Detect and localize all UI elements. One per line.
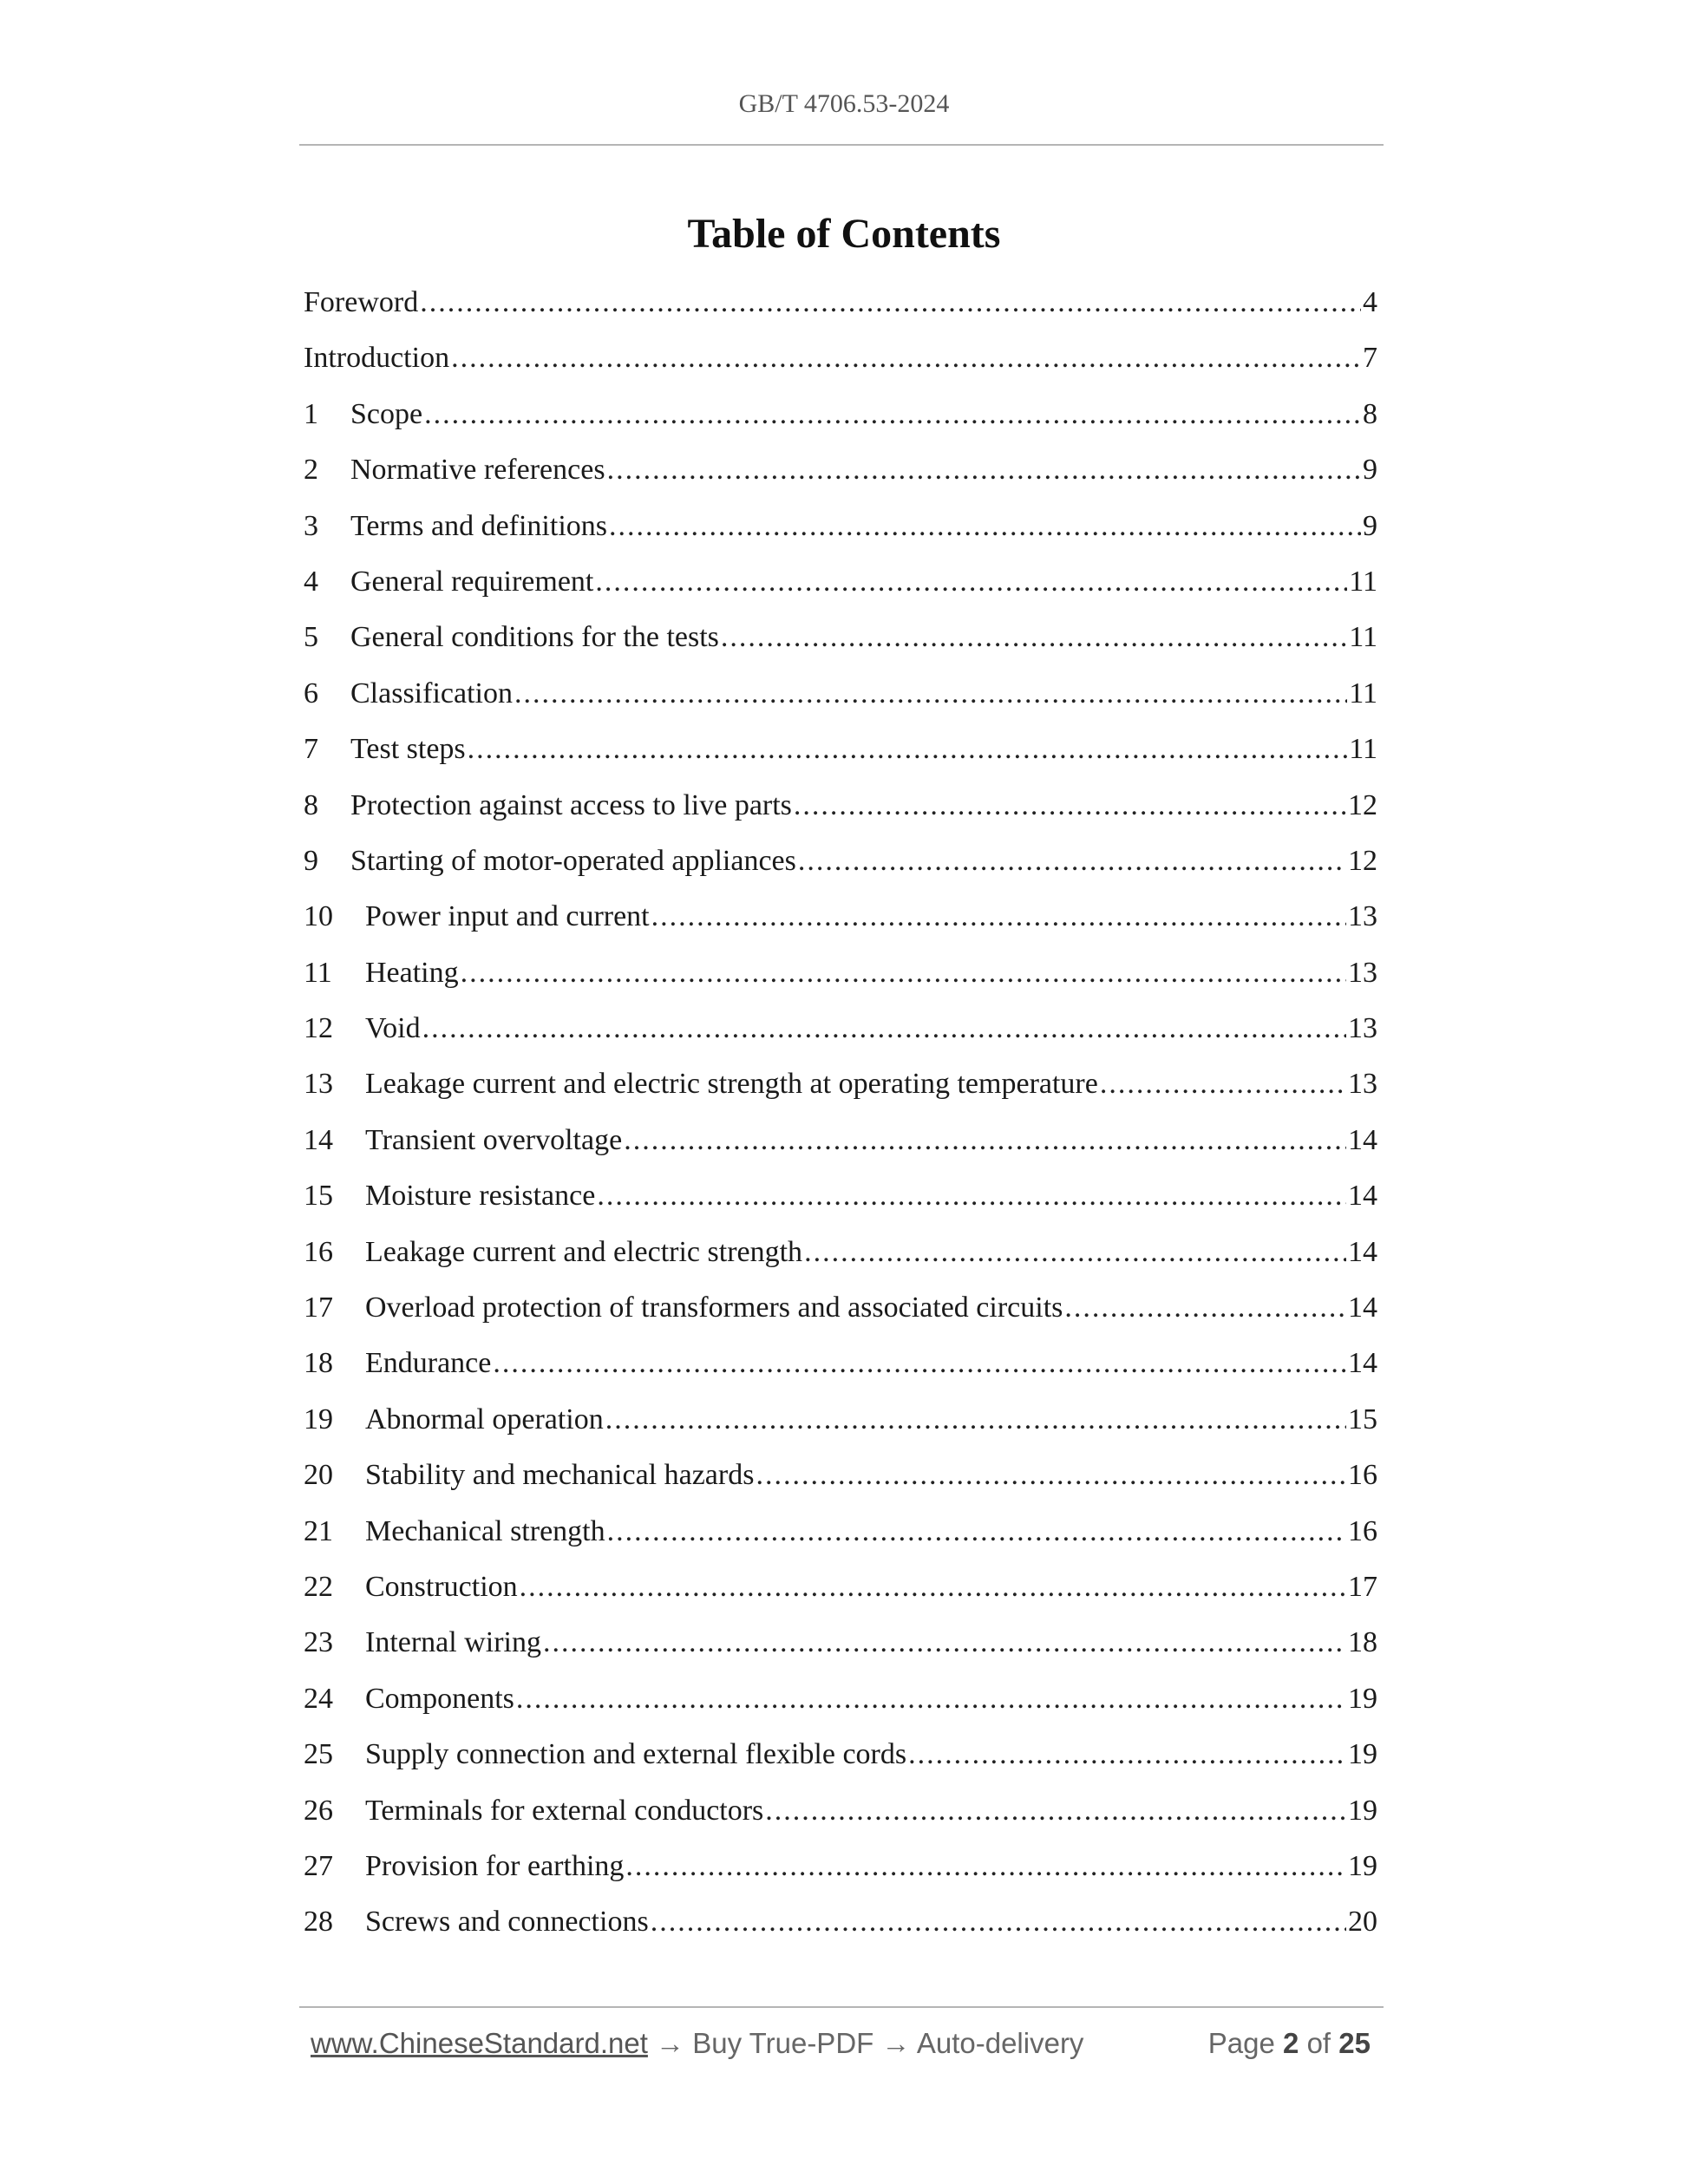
toc-entry[interactable] xyxy=(304,1347,1377,1403)
toc-entry-label: Construction xyxy=(365,1570,518,1603)
toc-dot-leader xyxy=(721,621,1347,654)
toc-entry[interactable] xyxy=(304,1236,1377,1291)
toc-entry-label: Foreword xyxy=(304,286,419,318)
footer-delivery-text: Auto-delivery xyxy=(916,2027,1084,2059)
toc-entry-label: Abnormal operation xyxy=(365,1403,604,1435)
toc-dot-leader xyxy=(420,286,1361,319)
toc-entry-label: Provision for earthing xyxy=(365,1849,625,1882)
toc-dot-leader xyxy=(798,845,1346,878)
footer-divider xyxy=(299,2006,1384,2008)
toc-dot-leader xyxy=(1100,1068,1346,1101)
toc-dot-leader xyxy=(516,1683,1346,1716)
toc-entry-label: Terminals for external conductors xyxy=(365,1794,764,1827)
toc-entry-number: 21 xyxy=(304,1514,333,1547)
toc-entry-label: Void xyxy=(365,1012,421,1045)
toc-entry-number: 26 xyxy=(304,1794,333,1827)
footer-website-link[interactable]: www.ChineseStandard.net xyxy=(311,2027,648,2059)
toc-entry[interactable] xyxy=(304,1626,1377,1682)
toc-entry-label: Supply connection and external flexible cords xyxy=(365,1738,907,1771)
toc-entry-label: Moisture resistance xyxy=(365,1180,596,1213)
toc-dot-leader xyxy=(607,454,1361,487)
toc-entry-label: Stability and mechanical hazards xyxy=(365,1459,755,1492)
toc-entry[interactable] xyxy=(304,1795,1377,1850)
toc-dot-leader xyxy=(451,342,1361,375)
toc-entry-number: 20 xyxy=(304,1459,333,1492)
toc-entry-number: 8 xyxy=(304,788,318,821)
toc-entry[interactable] xyxy=(304,845,1377,900)
toc-dot-leader xyxy=(609,510,1361,543)
toc-entry-page: 13 xyxy=(1348,956,1377,989)
toc-entry-number: 10 xyxy=(304,900,333,933)
toc-entry[interactable] xyxy=(304,1738,1377,1794)
toc-entry-number: 2 xyxy=(304,454,318,487)
toc-entry[interactable] xyxy=(304,900,1377,956)
toc-entry-page: 17 xyxy=(1348,1570,1377,1603)
toc-entry-page: 19 xyxy=(1348,1682,1377,1715)
toc-entry[interactable] xyxy=(304,566,1377,621)
toc-entry-label: Screws and connections xyxy=(365,1906,649,1939)
toc-dot-leader xyxy=(595,566,1347,598)
toc-entry-page: 12 xyxy=(1348,844,1377,877)
toc-entry-label: Leakage current and electric strength xyxy=(365,1235,803,1268)
toc-entry-label: Scope xyxy=(350,397,423,430)
toc-entry-page: 13 xyxy=(1348,900,1377,933)
toc-entry-page: 14 xyxy=(1348,1291,1377,1324)
toc-entry-page: 13 xyxy=(1348,1012,1377,1045)
toc-entry[interactable] xyxy=(304,1403,1377,1459)
toc-entry-number: 9 xyxy=(304,844,318,877)
toc-entry-number: 1 xyxy=(304,397,318,430)
toc-entry-number: 25 xyxy=(304,1738,333,1771)
footer-promo xyxy=(311,2027,1083,2060)
toc-entry[interactable] xyxy=(304,789,1377,845)
toc-entry-number: 12 xyxy=(304,1012,333,1045)
toc-entry-label: Power input and current xyxy=(365,900,650,933)
toc-entry-label: Starting of motor-operated appliances xyxy=(350,844,796,877)
toc-entry-label: Heating xyxy=(365,956,459,989)
toc-entry-page: 15 xyxy=(1348,1403,1377,1435)
page-word: Page xyxy=(1207,2027,1275,2059)
toc-entry[interactable] xyxy=(304,1906,1377,1961)
toc-entry[interactable] xyxy=(304,1012,1377,1068)
header-divider xyxy=(299,144,1384,146)
toc-entry-page: 16 xyxy=(1348,1459,1377,1492)
toc-entry[interactable] xyxy=(304,398,1377,454)
toc-entry-number: 3 xyxy=(304,509,318,542)
toc-entry[interactable] xyxy=(304,621,1377,677)
running-header: GB/T 4706.53-2024 xyxy=(738,89,950,118)
toc-entry-number: 11 xyxy=(304,956,332,989)
toc-entry[interactable] xyxy=(304,286,1377,342)
toc-dot-leader xyxy=(804,1236,1346,1269)
toc-dot-leader xyxy=(597,1180,1346,1213)
footer-buy-text: Buy True-PDF xyxy=(692,2027,874,2059)
page-total: 25 xyxy=(1338,2027,1371,2059)
toc-entry[interactable] xyxy=(304,1459,1377,1514)
toc-dot-leader xyxy=(765,1795,1346,1828)
toc-entry-label: Internal wiring xyxy=(365,1626,541,1659)
toc-dot-leader xyxy=(605,1403,1346,1436)
toc-entry-page: 16 xyxy=(1348,1514,1377,1547)
toc-entry-page: 12 xyxy=(1348,788,1377,821)
toc-entry-page: 7 xyxy=(1363,342,1377,375)
toc-entry[interactable] xyxy=(304,1068,1377,1123)
toc-entry-number: 19 xyxy=(304,1403,333,1435)
toc-entry[interactable] xyxy=(304,677,1377,733)
toc-entry-label: Leakage current and electric strength at operating temperature xyxy=(365,1068,1098,1101)
toc-entry-page: 20 xyxy=(1348,1906,1377,1939)
toc-entry-label: Components xyxy=(365,1682,514,1715)
toc-entry-number: 17 xyxy=(304,1291,333,1324)
toc-dot-leader xyxy=(543,1626,1346,1659)
toc-dot-leader xyxy=(607,1515,1346,1548)
toc-entry[interactable] xyxy=(304,957,1377,1012)
toc-entry-number: 4 xyxy=(304,565,318,598)
toc-entry-page: 14 xyxy=(1348,1180,1377,1213)
toc-entry-page: 8 xyxy=(1363,397,1377,430)
toc-entry-page: 11 xyxy=(1349,565,1377,598)
toc-entry-label: Introduction xyxy=(304,342,450,375)
toc-entry-label: Mechanical strength xyxy=(365,1514,605,1547)
toc-entry[interactable] xyxy=(304,1124,1377,1180)
toc-entry-label: Normative references xyxy=(350,454,605,487)
toc-entry-label: Transient overvoltage xyxy=(365,1123,623,1156)
toc-entry-number: 5 xyxy=(304,621,318,654)
toc-entry-label: Terms and definitions xyxy=(350,509,608,542)
of-word: of xyxy=(1306,2027,1331,2059)
toc-entry[interactable] xyxy=(304,1515,1377,1571)
toc-entry-page: 9 xyxy=(1363,509,1377,542)
toc-dot-leader xyxy=(624,1124,1346,1157)
toc-entry[interactable] xyxy=(304,1850,1377,1906)
toc-entry-number: 28 xyxy=(304,1906,333,1939)
toc-dot-leader xyxy=(514,677,1347,710)
toc-entry-number: 18 xyxy=(304,1347,333,1380)
toc-entry-page: 19 xyxy=(1348,1738,1377,1771)
toc-entry-label: Endurance xyxy=(365,1347,492,1380)
toc-entry-label: Protection against access to live parts xyxy=(350,788,792,821)
toc-dot-leader xyxy=(651,900,1346,933)
page-current: 2 xyxy=(1283,2027,1299,2059)
arrow-right-icon: → xyxy=(647,2027,693,2059)
toc-entry-label: Classification xyxy=(350,677,513,709)
toc-entry-number: 22 xyxy=(304,1570,333,1603)
toc-entry-label: Test steps xyxy=(350,733,466,766)
toc-entry-label: General conditions for the tests xyxy=(350,621,719,654)
page-footer xyxy=(311,2027,1371,2067)
toc-entry-number: 7 xyxy=(304,733,318,766)
toc-entry-page: 14 xyxy=(1348,1123,1377,1156)
toc-entry-page: 11 xyxy=(1349,677,1377,709)
page-indicator xyxy=(1208,2027,1371,2060)
toc-entry-number: 16 xyxy=(304,1235,333,1268)
toc-entry-page: 11 xyxy=(1349,733,1377,766)
arrow-right-icon: → xyxy=(873,2027,917,2059)
toc-entry-page: 14 xyxy=(1348,1347,1377,1380)
toc-dot-leader xyxy=(794,789,1346,822)
toc-dot-leader xyxy=(468,733,1348,766)
toc-entry-number: 14 xyxy=(304,1123,333,1156)
toc-entry-page: 19 xyxy=(1348,1794,1377,1827)
toc-entry[interactable] xyxy=(304,454,1377,509)
toc-entry[interactable] xyxy=(304,733,1377,788)
toc-entry-number: 15 xyxy=(304,1180,333,1213)
toc-dot-leader xyxy=(625,1850,1346,1883)
toc-dot-leader xyxy=(756,1459,1346,1492)
toc-entry[interactable] xyxy=(304,342,1377,397)
toc-entry[interactable] xyxy=(304,510,1377,566)
toc-entry-number: 23 xyxy=(304,1626,333,1659)
toc-dot-leader xyxy=(424,398,1361,431)
toc-entry[interactable] xyxy=(304,1291,1377,1347)
table-of-contents xyxy=(304,286,1377,1962)
toc-entry-number: 13 xyxy=(304,1068,333,1101)
toc-entry-label: General requirement xyxy=(350,565,594,598)
toc-dot-leader xyxy=(422,1012,1346,1045)
toc-entry-page: 4 xyxy=(1363,286,1377,318)
toc-entry-page: 9 xyxy=(1363,454,1377,487)
toc-entry-number: 24 xyxy=(304,1682,333,1715)
toc-dot-leader xyxy=(1064,1291,1346,1324)
toc-dot-leader xyxy=(908,1738,1346,1771)
toc-entry-page: 13 xyxy=(1348,1068,1377,1101)
toc-dot-leader xyxy=(520,1571,1346,1604)
toc-entry-page: 18 xyxy=(1348,1626,1377,1659)
toc-entry-number: 6 xyxy=(304,677,318,709)
toc-dot-leader xyxy=(493,1347,1346,1380)
toc-dot-leader xyxy=(461,957,1346,990)
toc-dot-leader xyxy=(651,1906,1346,1939)
toc-entry-label: Overload protection of transformers and associated circuits xyxy=(365,1291,1063,1324)
toc-title: Table of Contents xyxy=(687,211,1001,257)
toc-entry-page: 19 xyxy=(1348,1849,1377,1882)
toc-entry[interactable] xyxy=(304,1571,1377,1626)
toc-entry-number: 27 xyxy=(304,1849,333,1882)
toc-entry-page: 11 xyxy=(1349,621,1377,654)
toc-entry-page: 14 xyxy=(1348,1235,1377,1268)
toc-entry[interactable] xyxy=(304,1180,1377,1235)
toc-entry[interactable] xyxy=(304,1683,1377,1738)
